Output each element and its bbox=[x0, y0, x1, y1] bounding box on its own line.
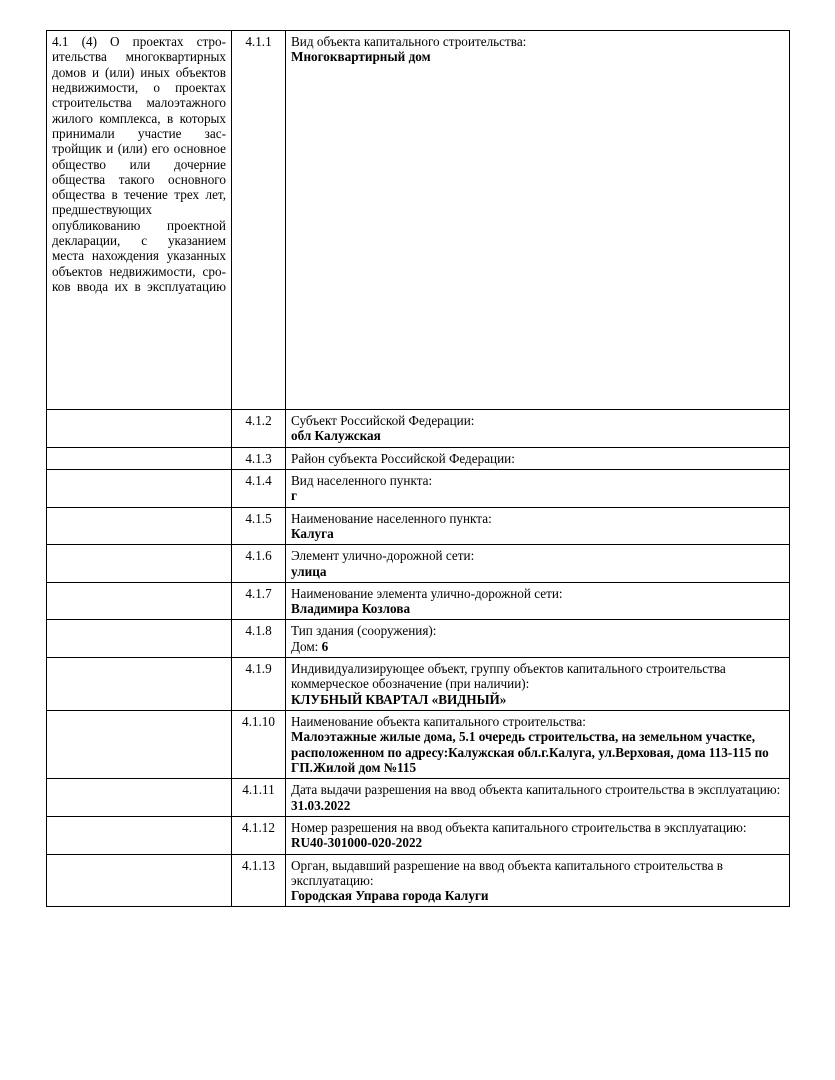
row-label: Тип здания (сооружения): bbox=[291, 623, 437, 639]
table-row bbox=[47, 620, 790, 658]
row-value: улица bbox=[291, 563, 327, 579]
spacer-cell bbox=[47, 854, 232, 907]
table-row bbox=[47, 816, 790, 854]
spacer-cell bbox=[47, 816, 232, 854]
table-row bbox=[47, 507, 790, 545]
row-value: г bbox=[291, 488, 297, 504]
row-label: Дата выдачи разрешения на ввод объекта капитального строительства в эксплуатацию: bbox=[291, 782, 781, 798]
row-content bbox=[286, 711, 790, 779]
row-label: Вид населенного пункта: bbox=[291, 472, 433, 488]
row-content bbox=[286, 469, 790, 507]
row-value-prefix: Дом: bbox=[291, 638, 322, 654]
row-value: Многоквартирный дом bbox=[291, 49, 431, 65]
row-content bbox=[286, 620, 790, 658]
row-label: Орган, выдавший разрешение на ввод объекта капитального строительства в эксплуатацию: bbox=[291, 857, 723, 888]
row-content bbox=[286, 854, 790, 907]
table-row bbox=[47, 31, 790, 410]
table-row bbox=[47, 582, 790, 620]
table-row bbox=[47, 779, 790, 817]
row-content bbox=[286, 658, 790, 711]
row-content bbox=[286, 31, 790, 410]
row-content bbox=[286, 545, 790, 583]
table-row bbox=[47, 545, 790, 583]
spacer-cell bbox=[47, 410, 232, 448]
row-code: 4.1.5 bbox=[232, 507, 286, 545]
spacer-cell bbox=[47, 779, 232, 817]
table-row bbox=[47, 410, 790, 448]
row-code: 4.1.7 bbox=[232, 582, 286, 620]
row-value: 6 bbox=[321, 638, 329, 654]
row-content bbox=[286, 582, 790, 620]
row-value: Владимира Козлова bbox=[291, 601, 411, 617]
row-code: 4.1.4 bbox=[232, 469, 286, 507]
row-value: Малоэтажные жилые дома, 5.1 очередь строительства, на земельном участке, расположенном по адресу:Калужская обл.г.Калуга, ул.Верховая, дома 113-115 по ГП.Жилой дом №115 bbox=[291, 729, 769, 775]
row-value: RU40-301000-020-2022 bbox=[291, 835, 423, 851]
row-code: 4.1.12 bbox=[232, 816, 286, 854]
row-label: Наименование объекта капитального строительства: bbox=[291, 714, 586, 729]
row-value: Калуга bbox=[291, 525, 334, 541]
row-value: 31.03.2022 bbox=[291, 797, 351, 813]
spacer-cell bbox=[47, 507, 232, 545]
row-content bbox=[286, 779, 790, 817]
row-code: 4.1.13 bbox=[232, 854, 286, 907]
table-row bbox=[47, 854, 790, 907]
row-label: Номер разрешения на ввод объекта капитального строительства в эксплуатацию: bbox=[291, 819, 747, 835]
row-value: КЛУБНЫЙ КВАРТАЛ «ВИДНЫЙ» bbox=[291, 691, 507, 707]
row-code: 4.1.2 bbox=[232, 410, 286, 448]
row-label: Наименование населенного пункта: bbox=[291, 510, 492, 526]
row-code: 4.1.3 bbox=[232, 447, 286, 469]
table-row bbox=[47, 447, 790, 469]
row-label: Элемент улично-дорожной сети: bbox=[291, 548, 475, 564]
row-label: Район субъекта Российской Федерации: bbox=[291, 450, 515, 466]
spacer-cell bbox=[47, 469, 232, 507]
spacer-cell bbox=[47, 545, 232, 583]
table-row bbox=[47, 658, 790, 711]
declaration-table bbox=[46, 30, 790, 907]
row-content bbox=[286, 507, 790, 545]
row-value: обл Калужская bbox=[291, 428, 381, 444]
table-row bbox=[47, 469, 790, 507]
row-value-line bbox=[291, 639, 784, 654]
row-content bbox=[286, 410, 790, 448]
row-label: Вид объекта капитального строительства: bbox=[291, 34, 527, 49]
row-content bbox=[286, 447, 790, 469]
row-label: Индивидуализирующее объект, группу объектов капитального строительства коммерческое обозначение (при наличии): bbox=[291, 661, 726, 692]
spacer-cell bbox=[47, 447, 232, 469]
row-content bbox=[286, 816, 790, 854]
row-code: 4.1.1 bbox=[232, 31, 286, 410]
row-code: 4.1.10 bbox=[232, 711, 286, 779]
row-value: Городская Управа города Калуги bbox=[291, 888, 489, 904]
spacer-cell bbox=[47, 711, 232, 779]
spacer-cell bbox=[47, 582, 232, 620]
row-code: 4.1.6 bbox=[232, 545, 286, 583]
row-label: Наименование элемента улично-дорожной сети: bbox=[291, 585, 563, 601]
table-row bbox=[47, 711, 790, 779]
row-code: 4.1.8 bbox=[232, 620, 286, 658]
row-label: Субъект Российской Федерации: bbox=[291, 413, 475, 428]
row-code: 4.1.9 bbox=[232, 658, 286, 711]
spacer-cell bbox=[47, 620, 232, 658]
spacer-cell bbox=[47, 658, 232, 711]
section-title-cell: 4.1 (4) О проектах строительства многоквартирных домов и (или) иных объектов недвижимости, о проектах строительства малоэтажного жилого комплекса, в которых принимали участие застройщик и (или) его основное общество или дочерние общества такого основного общества в течение трех лет, предшествующих опубликованию проектной декларации, с указанием места нахождения указанных объектов недвижимости, сроков ввода их в эксплуатацию bbox=[47, 31, 232, 410]
row-code: 4.1.11 bbox=[232, 779, 286, 817]
